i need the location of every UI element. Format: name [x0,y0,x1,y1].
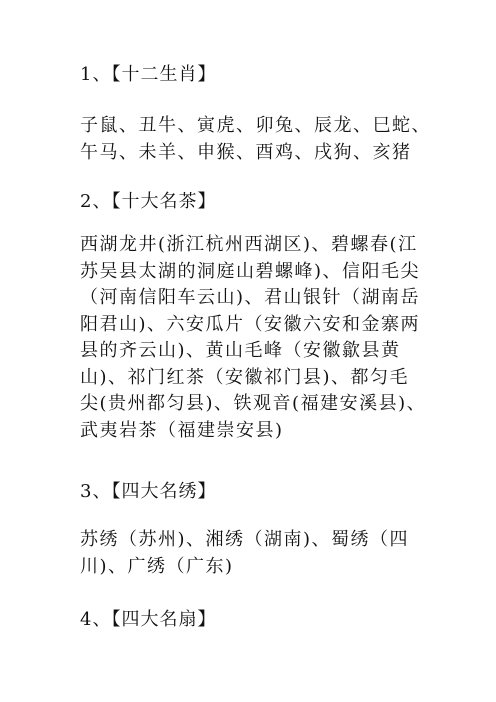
body-line: 西湖龙井(浙江杭州西湖区)、碧螺春(江 [80,234,418,255]
body-line: 川)、广绣（广东) [80,555,234,577]
body-line: 苏绣（苏州)、湘绣（湖南)、蜀绣（四 [80,529,410,550]
section-heading-embroidery: 3、【四大名绣】 [80,481,217,502]
section-heading-zodiac: 1、【十二生肖】 [80,64,217,85]
body-line: 山)、祁门红茶（安徽祁门县)、都匀毛 [80,366,410,388]
section-body-tea [80,232,425,444]
section-heading-fans: 4、【四大名扇】 [80,609,217,630]
section-body-zodiac [80,113,431,166]
body-line: 武夷岩茶（福建崇安县) [80,419,284,441]
body-line: 阳君山)、六安瓜片（安徽六安和金寨两 [80,313,421,335]
body-line: 子鼠、丑牛、寅虎、卯兔、辰龙、巳蛇、 [80,115,431,136]
section-body-embroidery [80,527,425,580]
body-line: （河南信阳车云山)、君山银针（湖南岳 [80,287,421,308]
section-heading-tea: 2、【十大名茶】 [80,191,217,212]
body-line: 苏吴县太湖的洞庭山碧螺峰)、信阳毛尖 [80,260,421,282]
body-line: 尖(贵州都匀县)、铁观音(福建安溪县)、 [80,393,427,414]
body-line: 午马、未羊、申猴、酉鸡、戌狗、亥猪 [80,141,412,163]
body-line: 县的齐云山)、黄山毛峰（安徽歙县黄 [80,340,401,361]
